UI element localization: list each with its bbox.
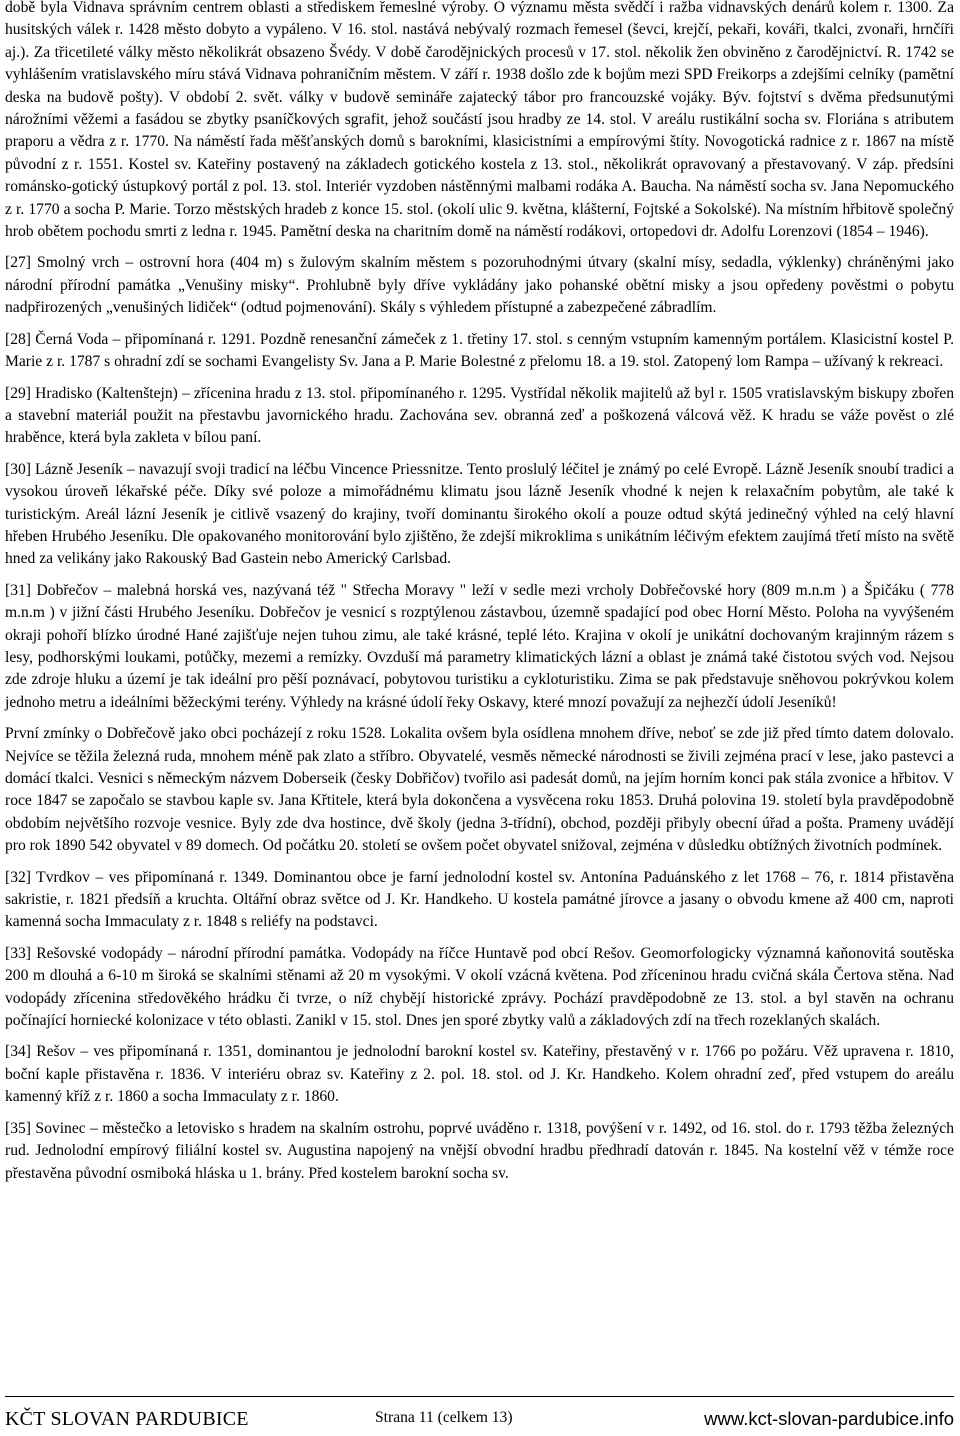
footer-page-number: Strana 11 (celkem 13) bbox=[375, 1409, 513, 1426]
document-body bbox=[5, 0, 954, 1185]
paragraph-28-cerna-voda: [28] Černá Voda – připomínaná r. 1291. Pozdně renesanční zámeček z 1. třetiny 17. stol. s cenným vstupním kamenným portálem. Klasicistní kostel P. Marie z r. 1787 s ohradní zdí se sochami Evangelisty Sv. Jana a P. Marie Bolestné z přelomu 18. a 19. stol. Zatopený lom Rampa – užívaný k rekreaci. bbox=[5, 330, 954, 371]
footer-organization: KČT SLOVAN PARDUBICE bbox=[5, 1408, 249, 1430]
page-footer bbox=[5, 1396, 954, 1431]
paragraph-34-resov: [34] Rešov – ves připomínaná r. 1351, dominantou je jednolodní barokní kostel sv. Kateřiny, přestavěný v r. 1766 po požáru. Věž upravena r. 1810, boční kaple přistavěna r. 1836. V interiéru obraz sv. Kateřiny z 2. pol. 18. stol. od J. Kr. Handkeho. Kolem ohradní zeď, před vstupem do areálu kamenný kříž z r. 1860 a socha Immaculaty z r. 1860. bbox=[5, 1043, 954, 1106]
paragraph-32-tvrdkov: [32] Tvrdkov – ves připomínaná r. 1349. Dominantou obce je farní jednolodní kostel sv. Antonína Paduánského z let 1768 – 76, r. 1814 přistavěna sakristie, r. 1821 předsíň a kruchta. Oltářní obraz světce od J. Kr. Handkeho. U kostela památné jírovce a jasany o obvodu kmene až 400 cm, naproti kamenná socha Immaculaty z r. 1848 s reliéfy na podstavci. bbox=[5, 868, 954, 931]
paragraph-31-dobrecov: [31] Dobřečov – malebná horská ves, nazývaná též " Střecha Moravy " leží v sedle mezi vrcholy Dobřečovské hory (809 m.n.m ) a Špičáku ( 778 m.n.m ) v jižní části Hrubého Jeseníku. Dobřečov je vesnicí s rozptýlenou zástavbou, územně spadající pod obec Horní Město. Poloha na vyvýšeném okraji pohoří blízko úrodné Hané zajišťuje nejen tuhou zimu, ale také krásné, teplé léto. Krajina v okolí je unikátní dochovaným krajinným rázem s lesy, podhorskými loukami, potůčky, mezemi a remízky. Ovzduší má parametry klimatických lázní a oblast je známá také čistotou svých vod. Nejsou zde zdroje hluku a území je tak ideální pro pěší poznávací, pobytovou turistiku a cykloturistiku. Zima se pak představuje sněhovou pokrývkou kolem jednoho metru a ideálními běžeckými terény. Výhledy na krásné údolí řeky Oskavy, které mnozí považují za nejhezčí údolí Jeseníků! bbox=[5, 581, 954, 711]
footer-website-link[interactable]: www.kct-slovan-pardubice.info bbox=[704, 1408, 954, 1429]
paragraph-30-lazne-jesenik: [30] Lázně Jeseník – navazují svoji tradicí na léčbu Vincence Priessnitze. Tento proslulý léčitel je známý po celé Evropě. Lázně Jeseník snoubí tradici a vysokou úroveň lékařské péče. Díky své poloze a mimořádnému klimatu jsou lázně Jeseník vhodné k nejen k relaxačním pobytům, ale také k turistickým. Areál lázní Jeseník je citlivě vsazený do krajiny, tvoří dominantu širokého okolí a pouze odtud skýtá jedinečný výhled na celý hlavní hřeben Hrubého Jeseníku. Dle opakovaného monitorování bylo zjištěno, že zdejší mikroklima s unikátním léčivým efektem zaujímá třetí místo na světě hned za velikány jako Rakouský Bad Gastein nebo Americký Carlsbad. bbox=[5, 460, 954, 568]
paragraph-vidnava: době byla Vidnava správním centrem oblasti a střediskem řemeslné výroby. O významu města svědčí i ražba vidnavských denárů kolem r. 1300. Za husitských válek r. 1428 město dobyto a vypáleno. V 16. stol. nastává nebývalý rozmach řemesel (ševci, krejčí, pekaři, kováři, tkalci, zvonaři, hrnčíři aj.). Za třicetileté války město několikrát obsazeno Švédy. V době čarodějnických procesů v 17. stol. několik žen obviněno z čarodějnictví. R. 1742 se vyhlášením vratislavského míru stává Vidnava pohraničním městem. V září r. 1938 došlo zde k bojům mezi SPD Freikorps a zdejšími celníky (pamětní deska na budově pošty). V období 2. svět. války v budově semináře zajatecký tábor pro francouzské vojáky. Býv. fojtství s dvěma předsunutými nárožními věžemi a fasádou se zbytky psaníčkových sgrafit, jehož součástí jsou hradby ze 14. stol. V areálu rustikální socha sv. Floriána s atributem praporu a vědra z r. 1770. Na náměstí řada měšťanských domů s barokními, klasicistními a empírovými štíty. Novogotická radnice z r. 1867 na místě původní z r. 1551. Kostel sv. Kateřiny postavený na základech gotického kostela z 13. stol., několikrát opravovaný a přestavovaný. V záp. předsíni románsko-gotický ústupkový portál z pol. 13. stol. Interiér vyzdoben nástěnnými malbami rodáka A. Baucha. Na náměstí socha sv. Jana Nepomuckého z r. 1770 a socha P. Marie. Torzo městských hradeb z konce 15. stol. (okolí ulic 9. května, klášterní, Fojtské a Sokolské). Na místním hřbitově společný hrob obětem pochodu smrti z ledna r. 1945. Pamětní deska na charitním domě na náměstí rodákovi, ortopedovi dr. Adolfu Lorenzovi (1854 – 1946). bbox=[5, 0, 954, 241]
paragraph-33-resovske-vodopady: [33] Rešovské vodopády – národní přírodní památka. Vodopády na říčce Huntavě pod obcí Rešov. Geomorfologicky významná kaňonovitá soutěska 200 m dlouhá a 6-10 m široká se skalními stěnami až 20 m vysokými. V okolí vzácná květena. Pod zříceninou hradu cvičná skála Čertova stěna. Nad vodopády zřícenina středověkého hrádku či tvrze, o níž chybějí historické zprávy. Pochází pravděpodobně ze 13. stol. a byl stavěn na ochranu počínající horniecké kolonizace v této oblasti. Zanikl v 15. stol. Dnes jen sporé zbytky valů a základových zdí na třech rozeklaných skalách. bbox=[5, 944, 954, 1030]
paragraph-dobrecov-history: První zmínky o Dobřečově jako obci pocházejí z roku 1528. Lokalita ovšem byla osídlena mnohem dříve, neboť se zde již před tímto datem dolovalo. Nejvíce se těžila železná ruda, mnohem méně pak zlato a stříbro. Obyvatelé, vesměs německé národnosti se živili zejména prací v lese, jako pastevci a domácí tkalci. Vesnici s německým názvem Doberseik (česky Dobřičov) tvořilo asi padesát domů, na jejím horním konci pak stála zvonice a hřbitov. V roce 1847 se započalo se stavbou kaple sv. Jana Křtitele, která byla dokončena a vysvěcena roku 1853. Druhá polovina 19. století byla pravděpodobně obdobím největšího rozvoje vesnice. Byly zde dva hostince, dvě školy (jedna 3-třídní), obchod, později přibyly obecní úřad a pošta. Prameny uvádějí pro rok 1890 542 obyvatel v 89 domech. Od počátku 20. století se ovšem počet obyvatel snižoval, zejména v důsledku obtížných životních podmínek. bbox=[5, 725, 954, 855]
paragraph-27-smolny-vrch: [27] Smolný vrch – ostrovní hora (404 m) s žulovým skalním městem s pozoruhodnými útvary (skalní mísy, sedadla, výklenky) chráněnými jako národní přírodní památka „Venušiny misky“. Prohlubně byly dříve vykládány jako pohanské obětní misky a jsou opředeny pověstmi o pobytu nadpřirozených „venušiných lidiček“ (odtud pojmenování). Skály s výhledem přístupné a zabezpečené zábradlím. bbox=[5, 254, 954, 317]
paragraph-35-sovinec: [35] Sovinec – městečko a letovisko s hradem na skalním ostrohu, poprvé uváděno r. 1318, povýšení v r. 1492, od 16. stol. do r. 1793 těžba železných rud. Jednolodní empírový filiální kostel sv. Augustina napojený na vnější obvodní hradbu předhradí datován r. 1845. Na kostelní věž v témže roce přestavěna původní osmiboká hláska u 1. brány. Před kostelem barokní socha sv. bbox=[5, 1119, 954, 1182]
paragraph-29-hradisko: [29] Hradisko (Kaltenštejn) – zřícenina hradu z 13. stol. připomínaného r. 1295. Vystřídal několik majitelů až byl r. 1505 vratislavským biskupy zbořen a stavební materiál použit na přestavbu javornického hradu. Zachována sev. obranná zeď a poškozená válcová věž. K hradu se váže pověst o zlé hraběnce, která byla zakleta v bílou paní. bbox=[5, 384, 954, 447]
